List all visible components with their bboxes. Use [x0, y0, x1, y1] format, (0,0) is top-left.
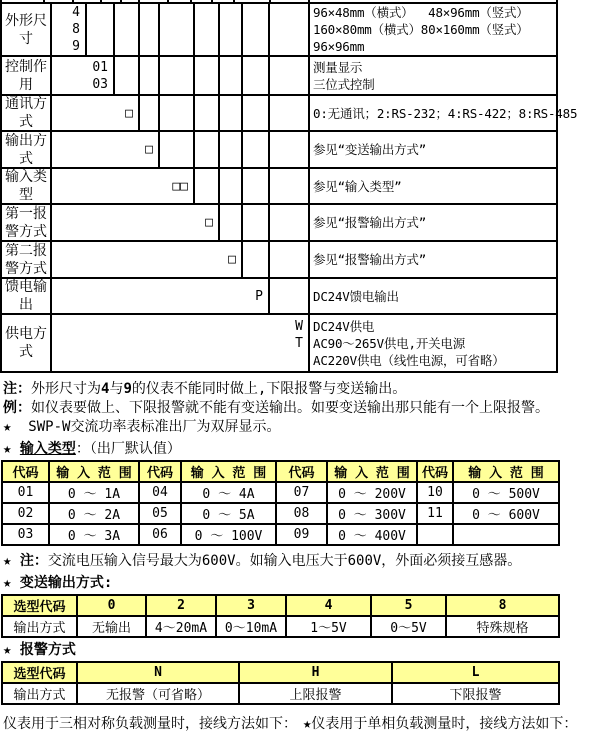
row-description: [310, 169, 556, 203]
table-row: [2, 616, 559, 637]
ordering-code-table: [0, 0, 578, 373]
row-label-text: 第一报警方式: [5, 205, 47, 240]
empty-cell: [243, 4, 270, 55]
cell: 0 ～ 300V: [327, 503, 417, 524]
empty-cell: [220, 57, 243, 94]
star-icon: ★: [3, 441, 12, 457]
empty-cell: [220, 96, 243, 130]
row-description: [310, 205, 556, 240]
row-label: [2, 205, 52, 240]
code: W: [295, 319, 303, 334]
row-description: [310, 315, 556, 371]
empty-cell: [270, 132, 310, 167]
input-voltage-note: [3, 552, 600, 571]
code: 9: [72, 39, 80, 54]
cell: 特殊规格: [446, 616, 559, 637]
cell: 0～10mA: [216, 616, 286, 637]
row-codes: [52, 132, 160, 167]
cell: 09: [276, 524, 327, 545]
star-icon: ★: [3, 553, 12, 569]
single-phase-wiring-note: ★仪表用于单相负载测量时，接线方法如下：: [303, 716, 578, 732]
empty-cell: [115, 57, 140, 94]
empty-cell: [270, 96, 310, 130]
col-header: 2: [146, 595, 216, 616]
cell: 0 ～ 3A: [49, 524, 139, 545]
desc-line: 测量显示: [313, 59, 363, 75]
cell: 1～5V: [286, 616, 371, 637]
desc-line: 参见“报警输出方式”: [313, 215, 427, 230]
row-label: [2, 279, 52, 313]
empty-cell: [243, 169, 270, 203]
col-header: 代码: [139, 461, 181, 482]
row-description: [310, 96, 577, 130]
code-placeholder-box: □: [125, 105, 133, 121]
cell: 0 ～ 5A: [181, 503, 276, 524]
table-header-row: [2, 461, 559, 482]
table-header-row: [2, 662, 559, 683]
row-label-text: 第二报警方式: [5, 242, 47, 277]
cell: 0 ～ 400V: [327, 524, 417, 545]
row-description: [310, 57, 556, 94]
empty-cell: [160, 57, 195, 94]
code: 01: [92, 59, 108, 75]
cell: 0 ～ 500V: [453, 482, 559, 503]
empty-cell: [195, 132, 220, 167]
table-row: [2, 683, 559, 704]
cell: 11: [417, 503, 453, 524]
cell: 无报警（可省略）: [77, 683, 239, 704]
desc-line: 160×80mm（横式）80×160mm（竖式）: [313, 22, 529, 37]
row-label: [2, 57, 52, 94]
code: 03: [92, 76, 108, 92]
col-header: 代码: [276, 461, 327, 482]
note-label: 注：: [19, 553, 48, 569]
desc-line: 三位式控制: [313, 76, 375, 92]
desc-line: AC220V供电（线性电源，可省略）: [313, 352, 505, 368]
row-description: [310, 279, 556, 313]
row-label-text: 供电方式: [5, 326, 47, 360]
row-label: [2, 242, 52, 277]
cell: 输出方式: [2, 616, 77, 637]
empty-cell: [87, 4, 115, 55]
cell: 0 ～ 100V: [181, 524, 276, 545]
empty-cell: [160, 96, 195, 130]
col-header: 输 入 范 围: [327, 461, 417, 482]
cell: [417, 524, 453, 545]
cell: 01: [2, 482, 49, 503]
col-header: 代码: [2, 461, 49, 482]
table-header-row: [2, 595, 559, 616]
desc-line: 参见“输入类型”: [313, 178, 402, 194]
row-feed-output: [2, 279, 556, 315]
note-line-2: [3, 399, 600, 418]
cell: 无输出: [77, 616, 146, 637]
row-first-alarm: [2, 205, 556, 242]
note-label: 注：: [3, 381, 31, 397]
col-header: N: [77, 662, 239, 683]
row-codes: [52, 315, 310, 371]
code-placeholder-box: □□: [172, 178, 188, 194]
empty-cell: [160, 4, 195, 55]
heading-suffix: ：（出厂默认值）: [75, 441, 181, 457]
cell: 下限报警: [392, 683, 559, 704]
col-header: H: [239, 662, 392, 683]
empty-cell: [243, 96, 270, 130]
code-placeholder-box: □: [205, 215, 213, 230]
alarm-table: [1, 661, 560, 705]
note-text: SWP-W交流功率表标准出厂为双屏显示。: [28, 419, 281, 435]
code: 8: [72, 22, 80, 37]
row-label: [2, 4, 52, 55]
row-codes: [52, 279, 270, 313]
row-communication: [2, 96, 578, 132]
note-label: 例：: [3, 400, 31, 416]
desc-line: 0:无通讯；2:RS-232；4:RS-422；8:RS-485: [313, 105, 578, 121]
empty-cell: [160, 132, 195, 167]
row-label-text: 通讯方式: [5, 96, 47, 130]
empty-cell: [270, 242, 310, 277]
col-header: 代码: [417, 461, 453, 482]
transmit-output-table: [1, 594, 560, 638]
row-label-text: 控制作用: [5, 58, 47, 93]
cell: 0～5V: [371, 616, 446, 637]
empty-cell: [115, 4, 140, 55]
star-icon: ★: [3, 575, 12, 591]
code: P: [255, 288, 263, 304]
col-header: 4: [286, 595, 371, 616]
note-text: 如仪表要做上、下限报警就不能有变送输出。如要变送输出那只能有一个上限报警。: [31, 400, 549, 416]
row-codes: [52, 4, 87, 55]
col-header: 输 入 范 围: [49, 461, 139, 482]
empty-cell: [270, 205, 310, 240]
col-header: 输 入 范 围: [453, 461, 559, 482]
empty-cell: [270, 279, 310, 313]
desc-line: 参见“报警输出方式”: [313, 252, 427, 267]
cell: 02: [2, 503, 49, 524]
row-dimensions: [2, 4, 556, 57]
row-label: [2, 315, 52, 371]
empty-cell: [140, 4, 160, 55]
heading-title: 输入类型: [19, 441, 76, 457]
transmit-output-heading: [3, 575, 600, 592]
cell: 04: [139, 482, 181, 503]
note-bold: 4: [101, 381, 110, 397]
cell: 07: [276, 482, 327, 503]
col-header: 3: [216, 595, 286, 616]
row-output-mode: [2, 132, 556, 169]
table-row: [2, 524, 559, 545]
cell: 4～20mA: [146, 616, 216, 637]
note-line-3: [3, 418, 600, 437]
row-label-text: 输入类型: [5, 169, 47, 203]
col-header: 输 入 范 围: [181, 461, 276, 482]
heading-title: 变送输出方式:: [19, 575, 113, 591]
row-codes: [52, 57, 115, 94]
desc-line: 参见“变送输出方式”: [313, 142, 427, 157]
row-second-alarm: [2, 242, 556, 279]
row-codes: [52, 169, 195, 203]
row-codes: [52, 242, 243, 277]
cell: 0 ～ 600V: [453, 503, 559, 524]
desc-line: AC90～265V供电,开关电源: [313, 335, 466, 351]
col-header: 选型代码: [2, 662, 77, 683]
cell: 0 ～ 1A: [49, 482, 139, 503]
wiring-note-row: [0, 713, 600, 733]
empty-cell: [243, 242, 270, 277]
col-header: 选型代码: [2, 595, 77, 616]
star-icon: ★: [3, 419, 12, 435]
cell: 10: [417, 482, 453, 503]
col-header: 5: [371, 595, 446, 616]
code-placeholder-box: □: [145, 142, 153, 157]
row-label: [2, 96, 52, 130]
row-description: [310, 132, 556, 167]
code: 4: [72, 5, 80, 20]
note-text: 的仪表不能同时做上,下限报警与变送输出。: [131, 381, 407, 397]
empty-cell: [195, 57, 220, 94]
table-row: [2, 482, 559, 503]
cell: 输出方式: [2, 683, 77, 704]
empty-cell: [243, 205, 270, 240]
empty-cell: [220, 169, 243, 203]
empty-cell: [270, 169, 310, 203]
note-text: 与: [109, 381, 124, 397]
row-label: [2, 132, 52, 167]
cell: 0 ～ 200V: [327, 482, 417, 503]
row-input-type: [2, 169, 556, 205]
star-icon: ★: [3, 642, 12, 658]
col-header: 0: [77, 595, 146, 616]
row-codes: [52, 96, 140, 130]
notes-block: [3, 380, 600, 437]
input-type-heading: [3, 441, 600, 458]
row-label-text: 输出方式: [5, 132, 47, 167]
empty-cell: [195, 169, 220, 203]
three-phase-wiring-note: 仪表用于三相对称负载测量时，接线方法如下：: [3, 716, 297, 732]
empty-cell: [243, 57, 270, 94]
row-description: [310, 242, 556, 277]
empty-cell: [220, 132, 243, 167]
desc-line: 96×48mm（横式） 48×96mm（竖式）: [313, 5, 529, 20]
row-description: [310, 4, 556, 55]
clipped-row-above: [2, 0, 556, 4]
alarm-heading: [3, 642, 600, 659]
empty-cell: [220, 4, 243, 55]
empty-cell: [140, 57, 160, 94]
desc-line: DC24V馈电输出: [313, 288, 399, 304]
note-line-1: [3, 380, 600, 399]
col-header: L: [392, 662, 559, 683]
empty-cell: [195, 4, 220, 55]
row-label: [2, 169, 52, 203]
heading-title: 报警方式: [19, 642, 76, 658]
cell: 06: [139, 524, 181, 545]
note-text: 外形尺寸为: [31, 381, 101, 397]
col-header: 8: [446, 595, 559, 616]
cell: 0 ～ 4A: [181, 482, 276, 503]
table-row: [2, 503, 559, 524]
cell: [453, 524, 559, 545]
row-label-text: 外形尺寸: [5, 12, 47, 47]
note-text: 交流电压输入信号最大为600V。如输入电压大于600V，外面必须接互感器。: [47, 553, 522, 569]
row-label-text: 馈电输出: [5, 279, 47, 313]
desc-line: DC24V供电: [313, 318, 375, 334]
cell: 0 ～ 2A: [49, 503, 139, 524]
empty-cell: [243, 132, 270, 167]
cell: 08: [276, 503, 327, 524]
row-codes: [52, 205, 220, 240]
desc-line: 96×96mm: [313, 39, 365, 54]
row-control-function: [2, 57, 556, 96]
code-placeholder-box: □: [228, 252, 236, 267]
empty-cell: [195, 96, 220, 130]
note-bold: 9: [123, 381, 132, 397]
empty-cell: [270, 57, 310, 94]
cell: 05: [139, 503, 181, 524]
cell: 03: [2, 524, 49, 545]
empty-cell: [140, 96, 160, 130]
cell: 上限报警: [239, 683, 392, 704]
empty-cell: [270, 4, 310, 55]
input-type-table: [1, 460, 560, 546]
empty-cell: [220, 205, 243, 240]
row-power-supply: [2, 315, 556, 373]
code: T: [295, 336, 303, 351]
